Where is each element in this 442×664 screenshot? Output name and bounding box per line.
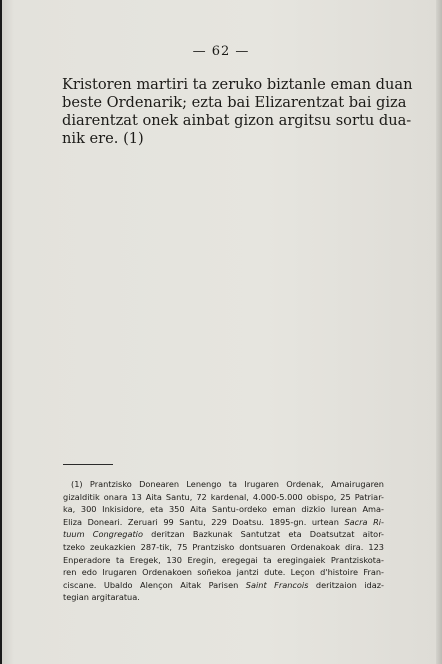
body-line: beste Ordenarik; ezta bai Elizarentzat bai giza: [62, 94, 407, 111]
footnote-italic-title: Sacra Ri-: [344, 516, 384, 527]
body-line: nik ere. (1): [62, 130, 144, 147]
footnote: [63, 478, 384, 604]
footnote-line: ka, 300 Inkisidore, eta 350 Aita Santu-ordeko eman dizkio lurean Ama-: [63, 504, 384, 515]
footnote-line: [63, 579, 384, 592]
footnote-line: gizalditik onara 13 Aita Santu, 72 kardenal, 4.000-5.000 obispo, 25 Patriar-: [63, 491, 384, 502]
footnote-line: ren edo Irugaren Ordenakoen soñekoa jantzi dute. Leçon d'histoire Fran-: [63, 567, 384, 578]
footnote-separator: [63, 464, 113, 465]
footnote-text: ciscane. Ubaldo Alençon Aitak Parisen: [63, 579, 246, 590]
body-line: Kristoren martiri ta zeruko biztanle eman duan: [62, 76, 413, 93]
page-number: — 62 —: [192, 44, 250, 59]
footnote-line: [63, 528, 384, 541]
scan-edge-right: [436, 0, 442, 664]
footnote-text: Eliza Doneari. Zeruari 99 Santu, 229 Doatsu. 1895-gn. urtean: [63, 516, 345, 527]
body-line: diarentzat onek ainbat gizon argitsu sortu dua-: [62, 112, 412, 129]
footnote-line: [63, 516, 384, 529]
footnote-italic-title: tuum Congregatio: [63, 529, 143, 540]
scan-edge-left: [0, 0, 2, 664]
footnote-text: deritzan Bazkunak Santutzat eta Doatsutzat aitor-: [142, 529, 384, 540]
footnote-line: (1) Prantzisko Donearen Lenengo ta Irugaren Ordenak, Amairugaren: [71, 479, 384, 489]
footnote-text: deritzaion idaz-: [308, 579, 384, 590]
footnote-line: tegian argitaratua.: [63, 592, 140, 603]
body-paragraph: [62, 76, 413, 148]
footnote-line: Enperadore ta Eregek, 130 Eregin, eregegai ta eregingaiek Prantziskota-: [63, 554, 384, 565]
footnote-italic-title: Saint Francois: [245, 579, 309, 590]
footnote-line: tzeko zeukazkien 287-tik, 75 Prantzisko dontsuaren Ordenakoak dira. 123: [63, 541, 384, 552]
